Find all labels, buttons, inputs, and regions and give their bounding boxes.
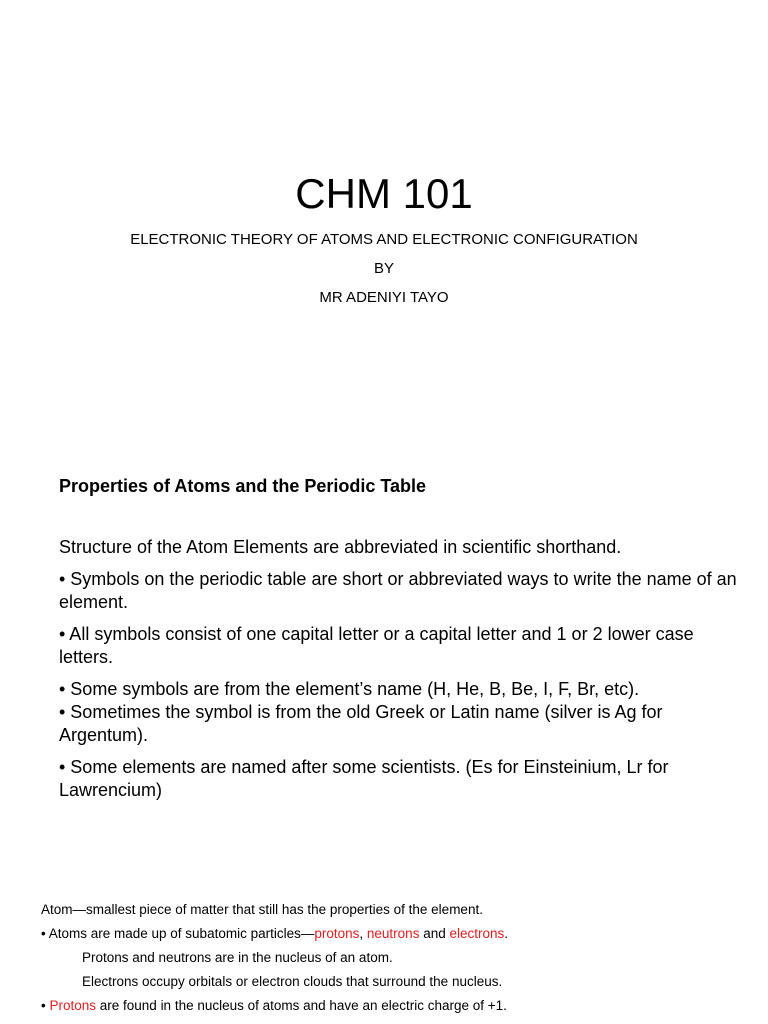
- protons-term: protons: [314, 926, 360, 941]
- subtitle-author: MR ADENIYI TAYO: [319, 289, 449, 306]
- subatomic-particles-line: [41, 922, 741, 946]
- comma-separator: ,: [359, 926, 367, 941]
- protons-charge-text: are found in the nucleus of atoms and have an electric charge of +1.: [96, 998, 507, 1013]
- bullet: •: [41, 998, 50, 1013]
- subatomic-prefix: • Atoms are made up of subatomic particles—: [41, 926, 315, 941]
- protons-term-2: Protons: [49, 998, 97, 1013]
- title-slide: [0, 0, 768, 432]
- atom-notes: [41, 898, 741, 1018]
- bullet-element-name: • Some symbols are from the element’s name (H, He, B, Be, I, F, Br, etc).: [59, 679, 640, 699]
- period: .: [504, 926, 509, 941]
- slide-title: CHM 101: [295, 170, 473, 217]
- electron-cloud-line: Electrons occupy orbitals or electron clouds that surround the nucleus.: [82, 974, 503, 989]
- content-heading: Properties of Atoms and the Periodic Table: [59, 476, 427, 496]
- bullet-symbols-short: • Symbols on the periodic table are short or abbreviated ways to write the name of an element.: [59, 569, 737, 612]
- bullet-greek-latin: • Sometimes the symbol is from the old Greek or Latin name (silver is Ag for Argentum).: [59, 702, 663, 745]
- subtitle-topic: ELECTRONIC THEORY OF ATOMS AND ELECTRONIC CONFIGURATION: [130, 231, 638, 248]
- subtitle-by: BY: [373, 260, 394, 277]
- nucleus-line: Protons and neutrons are in the nucleus of an atom.: [82, 950, 393, 965]
- content-slide: [0, 432, 768, 864]
- paragraph-structure: Structure of the Atom Elements are abbreviated in scientific shorthand.: [59, 537, 622, 557]
- bullet-scientists: • Some elements are named after some scientists. (Es for Einsteinium, Lr for Lawrencium): [59, 757, 669, 800]
- neutrons-term: neutrons: [366, 926, 420, 941]
- bullet-capital-letters: • All symbols consist of one capital letter or a capital letter and 1 or 2 lower case letters.: [59, 624, 694, 667]
- protons-charge-line: [41, 994, 741, 1018]
- atom-definition: Atom—smallest piece of matter that still has the properties of the element.: [41, 902, 483, 917]
- content-body: [59, 536, 739, 811]
- electrons-term: electrons: [449, 926, 505, 941]
- atom-notes-slide: [0, 864, 768, 1024]
- and-separator: and: [419, 926, 450, 941]
